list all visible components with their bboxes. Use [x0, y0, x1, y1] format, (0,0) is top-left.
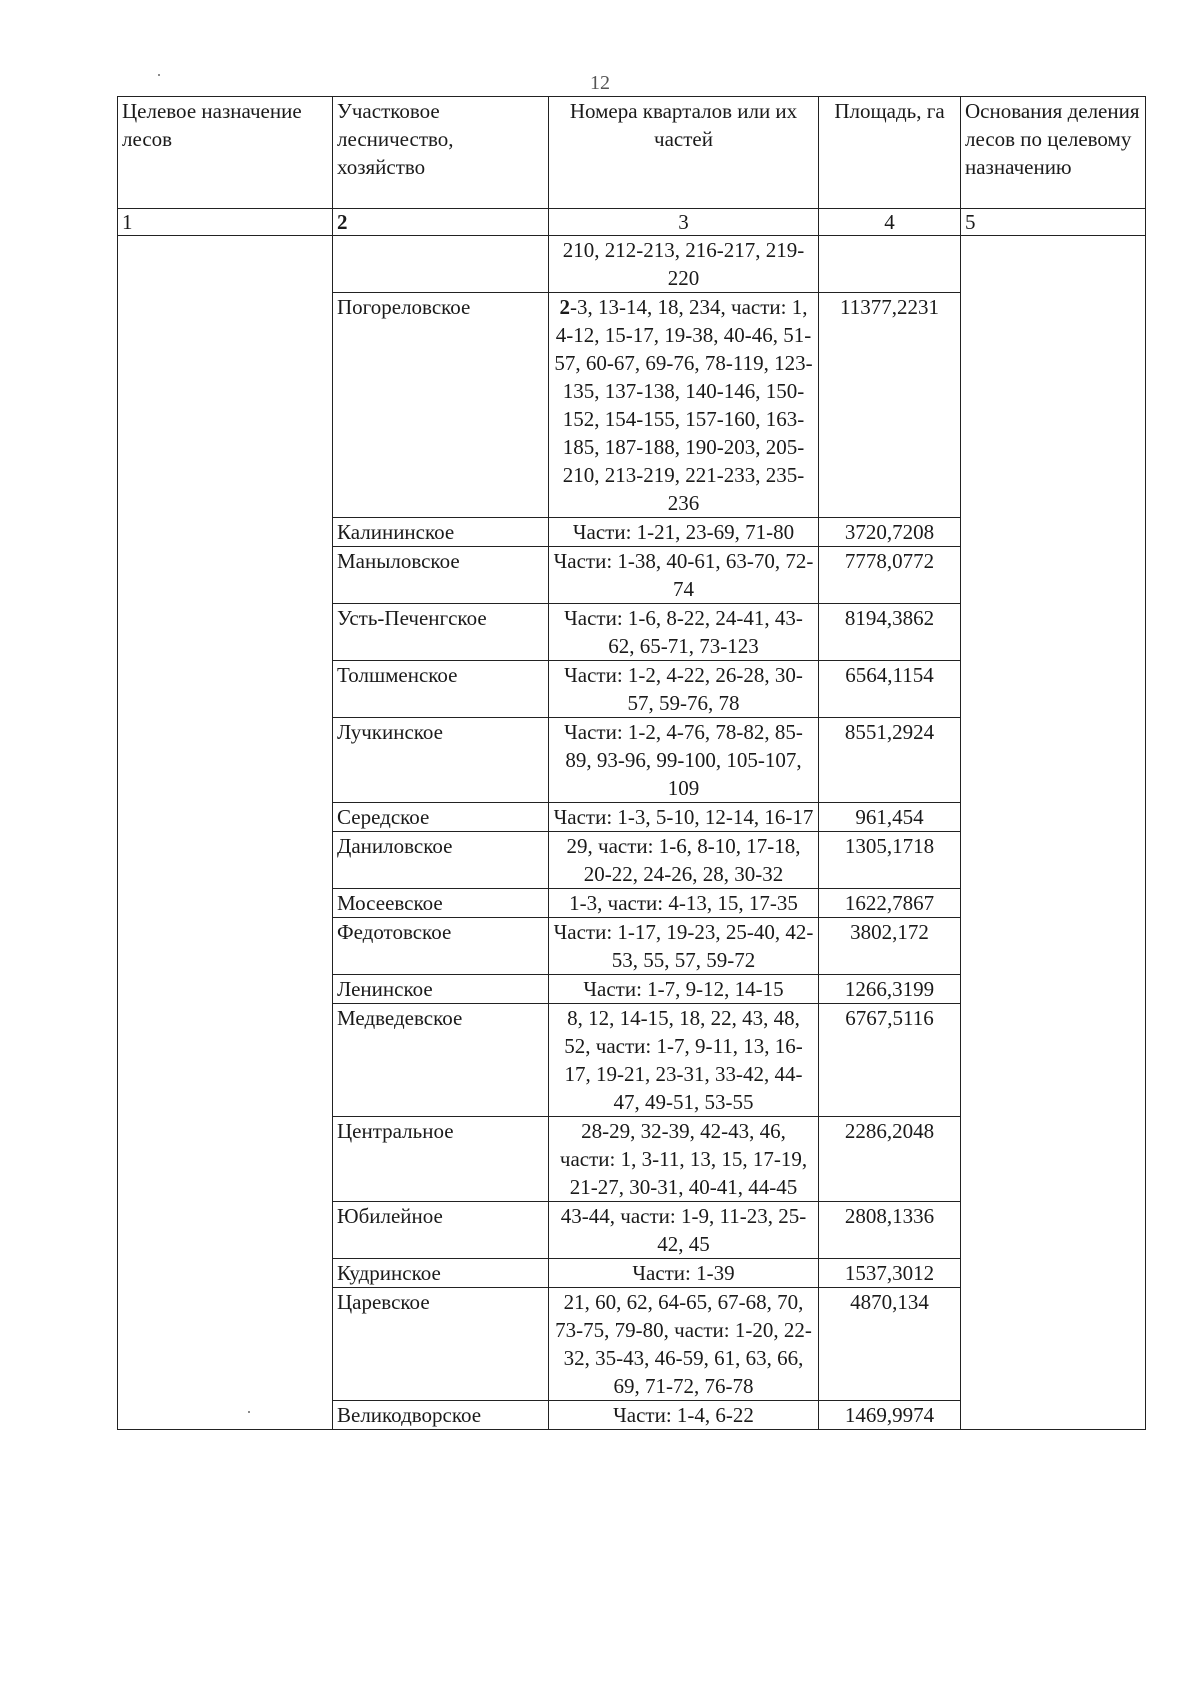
quarters-cell: 43-44, части: 1-9, 11-23, 25-42, 45 — [549, 1202, 819, 1259]
column-number-row — [118, 209, 1146, 236]
area-cell: 1622,7867 — [819, 889, 961, 918]
quarters-cell: Части: 1-17, 19-23, 25-40, 42-53, 55, 57, 59-72 — [549, 918, 819, 975]
page-number: 12 — [590, 72, 610, 94]
quarters-cell — [549, 293, 819, 518]
header-area: Площадь, га — [819, 97, 961, 209]
quarters-cell: 1-3, части: 4-13, 15, 17-35 — [549, 889, 819, 918]
area-cell: 4870,134 — [819, 1288, 961, 1401]
quarters-cell: Части: 1-4, 6-22 — [549, 1401, 819, 1430]
area-cell: 1469,9974 — [819, 1401, 961, 1430]
quarters-cell: Части: 1-2, 4-76, 78-82, 85-89, 93-96, 99-100, 105-107, 109 — [549, 718, 819, 803]
quarters-cell: 29, части: 1-6, 8-10, 17-18, 20-22, 24-26, 28, 30-32 — [549, 832, 819, 889]
table-row — [118, 236, 1146, 293]
area-cell: 1537,3012 — [819, 1259, 961, 1288]
district-cell: Великодворское — [333, 1401, 549, 1430]
quarters-cell: Части: 1-3, 5-10, 12-14, 16-17 — [549, 803, 819, 832]
district-cell: Юбилейное — [333, 1202, 549, 1259]
district-cell: Погореловское — [333, 293, 549, 518]
district-cell: Маныловское — [333, 547, 549, 604]
quarters-cell: Части: 1-38, 40-61, 63-70, 72-74 — [549, 547, 819, 604]
district-cell: Толшменское — [333, 661, 549, 718]
quarters-cell: Части: 1-6, 8-22, 24-41, 43-62, 65-71, 73-123 — [549, 604, 819, 661]
column-number: 3 — [549, 209, 819, 236]
quarters-cell: 28-29, 32-39, 42-43, 46, части: 1, 3-11, 13, 15, 17-19, 21-27, 30-31, 40-41, 44-45 — [549, 1117, 819, 1202]
area-cell: 8194,3862 — [819, 604, 961, 661]
quarters-cell: Части: 1-39 — [549, 1259, 819, 1288]
area-cell: 11377,2231 — [819, 293, 961, 518]
area-cell: 3720,7208 — [819, 518, 961, 547]
district-cell: Калининское — [333, 518, 549, 547]
district-cell: Кудринское — [333, 1259, 549, 1288]
district-cell: Царевское — [333, 1288, 549, 1401]
area-cell: 3802,172 — [819, 918, 961, 975]
area-cell: 961,454 — [819, 803, 961, 832]
area-cell — [819, 236, 961, 293]
area-cell: 8551,2924 — [819, 718, 961, 803]
quarters-cell: Части: 1-2, 4-22, 26-28, 30-57, 59-76, 78 — [549, 661, 819, 718]
district-cell: Медведевское — [333, 1004, 549, 1117]
district-cell: Лучкинское — [333, 718, 549, 803]
area-cell: 2286,2048 — [819, 1117, 961, 1202]
forest-purpose-table — [117, 96, 1146, 1430]
district-cell: Центральное — [333, 1117, 549, 1202]
grounds-cell — [961, 236, 1146, 1430]
area-cell: 1266,3199 — [819, 975, 961, 1004]
district-cell: Федотовское — [333, 918, 549, 975]
column-number: 5 — [961, 209, 1146, 236]
quarters-cell: 8, 12, 14-15, 18, 22, 43, 48, 52, части: 1-7, 9-11, 13, 16-17, 19-21, 23-31, 33-42, 44-47, 49-51, 53-55 — [549, 1004, 819, 1117]
district-cell: Даниловское — [333, 832, 549, 889]
district-cell: Мосеевское — [333, 889, 549, 918]
area-cell: 2808,1336 — [819, 1202, 961, 1259]
district-cell: Ленинское — [333, 975, 549, 1004]
quarters-cell: Части: 1-21, 23-69, 71-80 — [549, 518, 819, 547]
header-forest-purpose: Целевое назначение лесов — [118, 97, 333, 209]
column-number: 2 — [333, 209, 549, 236]
area-cell: 6564,1154 — [819, 661, 961, 718]
forest-purpose-cell — [118, 236, 333, 1430]
district-cell: Усть-Печенгское — [333, 604, 549, 661]
quarters-cell: 210, 212-213, 216-217, 219-220 — [549, 236, 819, 293]
scan-speck — [158, 74, 160, 76]
column-number: 4 — [819, 209, 961, 236]
area-cell: 1305,1718 — [819, 832, 961, 889]
district-cell — [333, 236, 549, 293]
column-number: 1 — [118, 209, 333, 236]
quarters-cell: 21, 60, 62, 64-65, 67-68, 70, 73-75, 79-80, части: 1-20, 22-32, 35-43, 46-59, 61, 63, 66, 69, 71-72, 76-78 — [549, 1288, 819, 1401]
area-cell: 6767,5116 — [819, 1004, 961, 1117]
quarters-text: -3, 13-14, 18, 234, части: 1, 4-12, 15-17, 19-38, 40-46, 51-57, 60-67, 69-76, 78-119, 123-135, 137-138, 140-146, 150-152, 154-155, 157-160, 163-185, 187-188, 190-203, 205-210, 213-219, 221-233, 235-236 — [554, 295, 813, 515]
quarters-cell: Части: 1-7, 9-12, 14-15 — [549, 975, 819, 1004]
table-header-row — [118, 97, 1146, 209]
header-quarters: Номера кварталов или их частей — [549, 97, 819, 209]
header-grounds: Основания деления лесов по целевому назначению — [961, 97, 1146, 209]
header-district: Участковое лесничество, хозяйство — [333, 97, 549, 209]
district-cell: Середское — [333, 803, 549, 832]
area-cell: 7778,0772 — [819, 547, 961, 604]
quarters-lead: 2 — [559, 295, 571, 319]
